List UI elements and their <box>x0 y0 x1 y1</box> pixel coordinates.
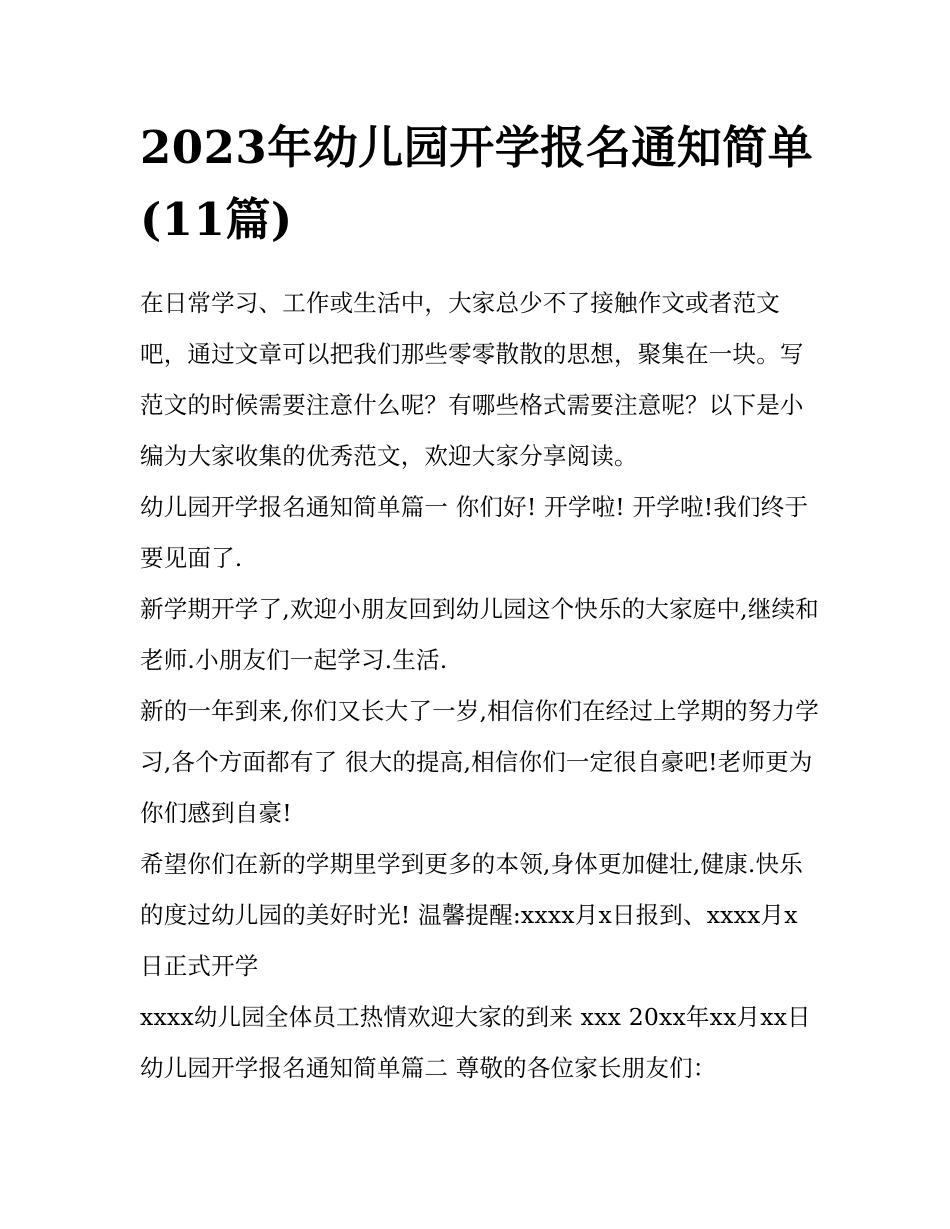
paragraph-5: xxxx幼儿园全体员工热情欢迎大家的到来 xxx 20xx年xx月xx日 幼儿园开学报名通知简单篇二 尊敬的各位家长朋友们： <box>140 1003 811 1082</box>
paragraph-2: 新学期开学了,欢迎小朋友回到幼儿园这个快乐的大家庭中,继续和老师.小朋友们一起学习.生活. <box>140 595 819 674</box>
paragraph-1: 幼儿园开学报名通知简单篇一 你们好! 开学啦! 开学啦!我们终于要见面了. <box>140 493 809 572</box>
document-title: 2023年幼儿园开学报名通知简单(11篇) <box>140 121 814 246</box>
paragraph-4: 希望你们在新的学期里学到更多的本领,身体更加健壮,健康.快乐的度过幼儿园的美好时光! 温馨提醒:xxxx月x日报到、xxxx月x日正式开学 <box>140 850 803 980</box>
paragraph-3: 新的一年到来,你们又长大了一岁,相信你们在经过上学期的努力学习,各个方面都有了 很大的提高,相信你们一定很自豪吧!老师更为你们感到自豪! <box>140 697 819 827</box>
document-page <box>140 112 820 1094</box>
paragraph-intro: 在日常学习、工作或生活中，大家总少不了接触作文或者范文吧，通过文章可以把我们那些零零散散的思想，聚集在一块。写范文的时候需要注意什么呢？有哪些格式需要注意呢？以下是小编为大家收集的优秀范文，欢迎大家分享阅读。 <box>140 289 804 470</box>
